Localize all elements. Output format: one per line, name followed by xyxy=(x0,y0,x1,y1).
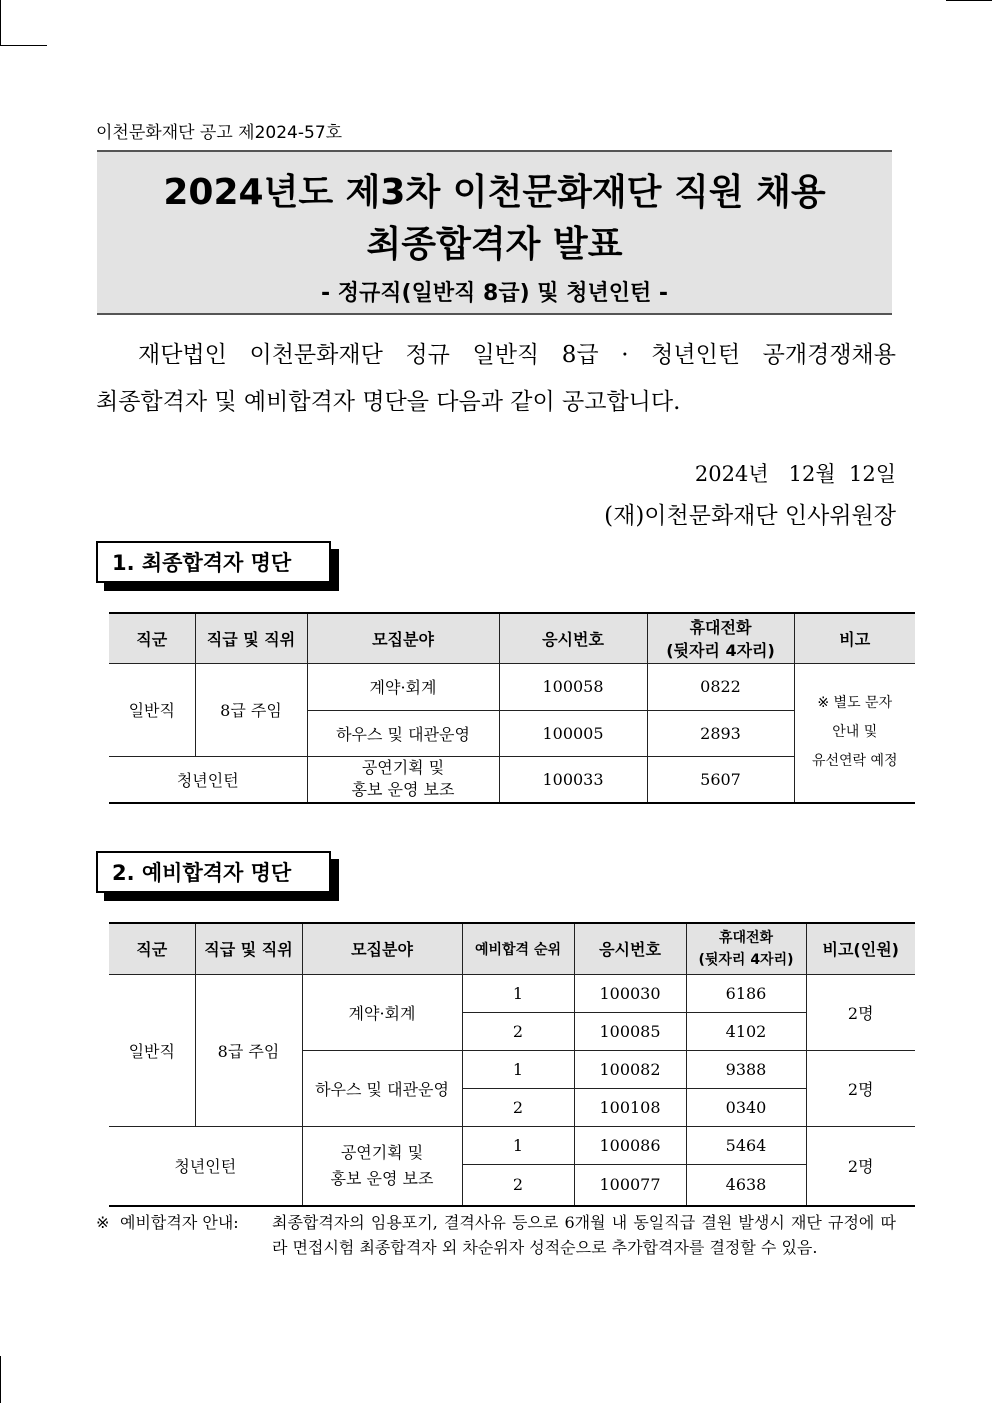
cell-exam-no: 100058 xyxy=(499,663,647,710)
subtitle: - 정규직(일반직 8급) 및 청년인턴 - xyxy=(321,281,668,306)
cell-field: 공연기획 및 홍보 운영 보조 xyxy=(307,756,499,803)
notice-date: 2024년 12월 12일 xyxy=(694,462,896,486)
cell-order: 2 xyxy=(462,1012,574,1050)
cell-order: 1 xyxy=(462,974,574,1012)
col-header-rank: 직급 및 직위 xyxy=(195,923,302,974)
col-header-phone: 휴대전화 (뒷자리 4자리) xyxy=(647,613,794,663)
col-header-note: 비고(인원) xyxy=(806,923,915,974)
cell-note: ※ 별도 문자 안내 및 유선연락 예정 xyxy=(794,663,915,803)
cell-phone: 6186 xyxy=(686,974,806,1012)
cell-order: 2 xyxy=(462,1088,574,1126)
title-line-2: 최종합격자 발표 xyxy=(366,224,623,265)
section2-heading-text: 2. 예비합격자 명단 xyxy=(112,861,292,885)
cell-phone: 2893 xyxy=(647,710,794,756)
cell-exam-no: 100033 xyxy=(499,756,647,803)
table-row xyxy=(109,974,915,1012)
footnote-body: 최종합격자의 임용포기, 결격사유 등으로 6개월 내 동일직급 결원 발생시 재단 규정에 따라 면접시험 최종합격자 외 차순위자 성적순으로 추가합격자를 결정할 수 있음. xyxy=(272,1213,896,1257)
cell-exam-no: 100077 xyxy=(574,1164,686,1206)
crop-mark xyxy=(0,45,47,46)
intro-line-1: 재단법인 이천문화재단 정규 일반직 8급 · 청년인턴 공개경쟁채용 xyxy=(138,342,896,368)
crop-mark xyxy=(946,0,992,1)
col-header-group: 직군 xyxy=(109,613,195,663)
section1-heading xyxy=(96,541,331,583)
title-line-1: 2024년도 제3차 이천문화재단 직원 채용 xyxy=(163,172,826,213)
col-header-rank: 직급 및 직위 xyxy=(195,613,307,663)
cell-field: 계약·회계 xyxy=(302,974,462,1050)
notice-number: 이천문화재단 공고 제2024-57호 xyxy=(96,123,343,143)
intro-paragraph xyxy=(96,332,896,426)
cell-rank: 8급 주임 xyxy=(195,974,302,1126)
cell-phone: 5607 xyxy=(647,756,794,803)
cell-group: 일반직 xyxy=(109,663,195,756)
cell-phone: 5464 xyxy=(686,1126,806,1164)
cell-order: 1 xyxy=(462,1126,574,1164)
cell-order: 2 xyxy=(462,1164,574,1206)
cell-exam-no: 100086 xyxy=(574,1126,686,1164)
reserve-pass-table xyxy=(109,922,915,1207)
col-header-field: 모집분야 xyxy=(302,923,462,974)
col-header-exam-no: 응시번호 xyxy=(574,923,686,974)
col-header-group: 직군 xyxy=(109,923,195,974)
cell-group: 청년인턴 xyxy=(109,756,307,803)
cell-exam-no: 100005 xyxy=(499,710,647,756)
crop-mark xyxy=(0,0,1,45)
table-row xyxy=(109,663,915,710)
col-header-field: 모집분야 xyxy=(307,613,499,663)
cell-group: 청년인턴 xyxy=(109,1126,302,1206)
cell-count: 2명 xyxy=(806,1050,915,1126)
table-row xyxy=(109,1126,915,1164)
col-header-order: 예비합격 순위 xyxy=(462,923,574,974)
section1-heading-text: 1. 최종합격자 명단 xyxy=(112,551,292,575)
cell-phone: 0340 xyxy=(686,1088,806,1126)
intro-line-2: 최종합격자 및 예비합격자 명단을 다음과 같이 공고합니다. xyxy=(96,389,681,415)
cell-count: 2명 xyxy=(806,974,915,1050)
cell-field: 하우스 및 대관운영 xyxy=(302,1050,462,1126)
cell-group: 일반직 xyxy=(109,974,195,1126)
cell-phone: 4102 xyxy=(686,1012,806,1050)
cell-field: 계약·회계 xyxy=(307,663,499,710)
cell-field: 공연기획 및 홍보 운영 보조 xyxy=(302,1126,462,1206)
cell-phone: 9388 xyxy=(686,1050,806,1088)
cell-exam-no: 100108 xyxy=(574,1088,686,1126)
cell-exam-no: 100082 xyxy=(574,1050,686,1088)
final-pass-table xyxy=(109,612,915,804)
cell-rank: 8급 주임 xyxy=(195,663,307,756)
section2-heading xyxy=(96,851,331,893)
cell-exam-no: 100030 xyxy=(574,974,686,1012)
cell-count: 2명 xyxy=(806,1126,915,1206)
cell-phone: 0822 xyxy=(647,663,794,710)
cell-field: 하우스 및 대관운영 xyxy=(307,710,499,756)
col-header-exam-no: 응시번호 xyxy=(499,613,647,663)
signer: (재)이천문화재단 인사위원장 xyxy=(604,503,896,529)
title-box xyxy=(97,150,892,315)
footnote-label: 예비합격자 안내: xyxy=(120,1213,239,1232)
cell-phone: 4638 xyxy=(686,1164,806,1206)
cell-exam-no: 100085 xyxy=(574,1012,686,1050)
cell-order: 1 xyxy=(462,1050,574,1088)
col-header-note: 비고 xyxy=(794,613,915,663)
col-header-phone: 휴대전화 (뒷자리 4자리) xyxy=(686,923,806,974)
footnote-mark: ※ xyxy=(96,1213,110,1232)
crop-mark xyxy=(0,1356,1,1403)
